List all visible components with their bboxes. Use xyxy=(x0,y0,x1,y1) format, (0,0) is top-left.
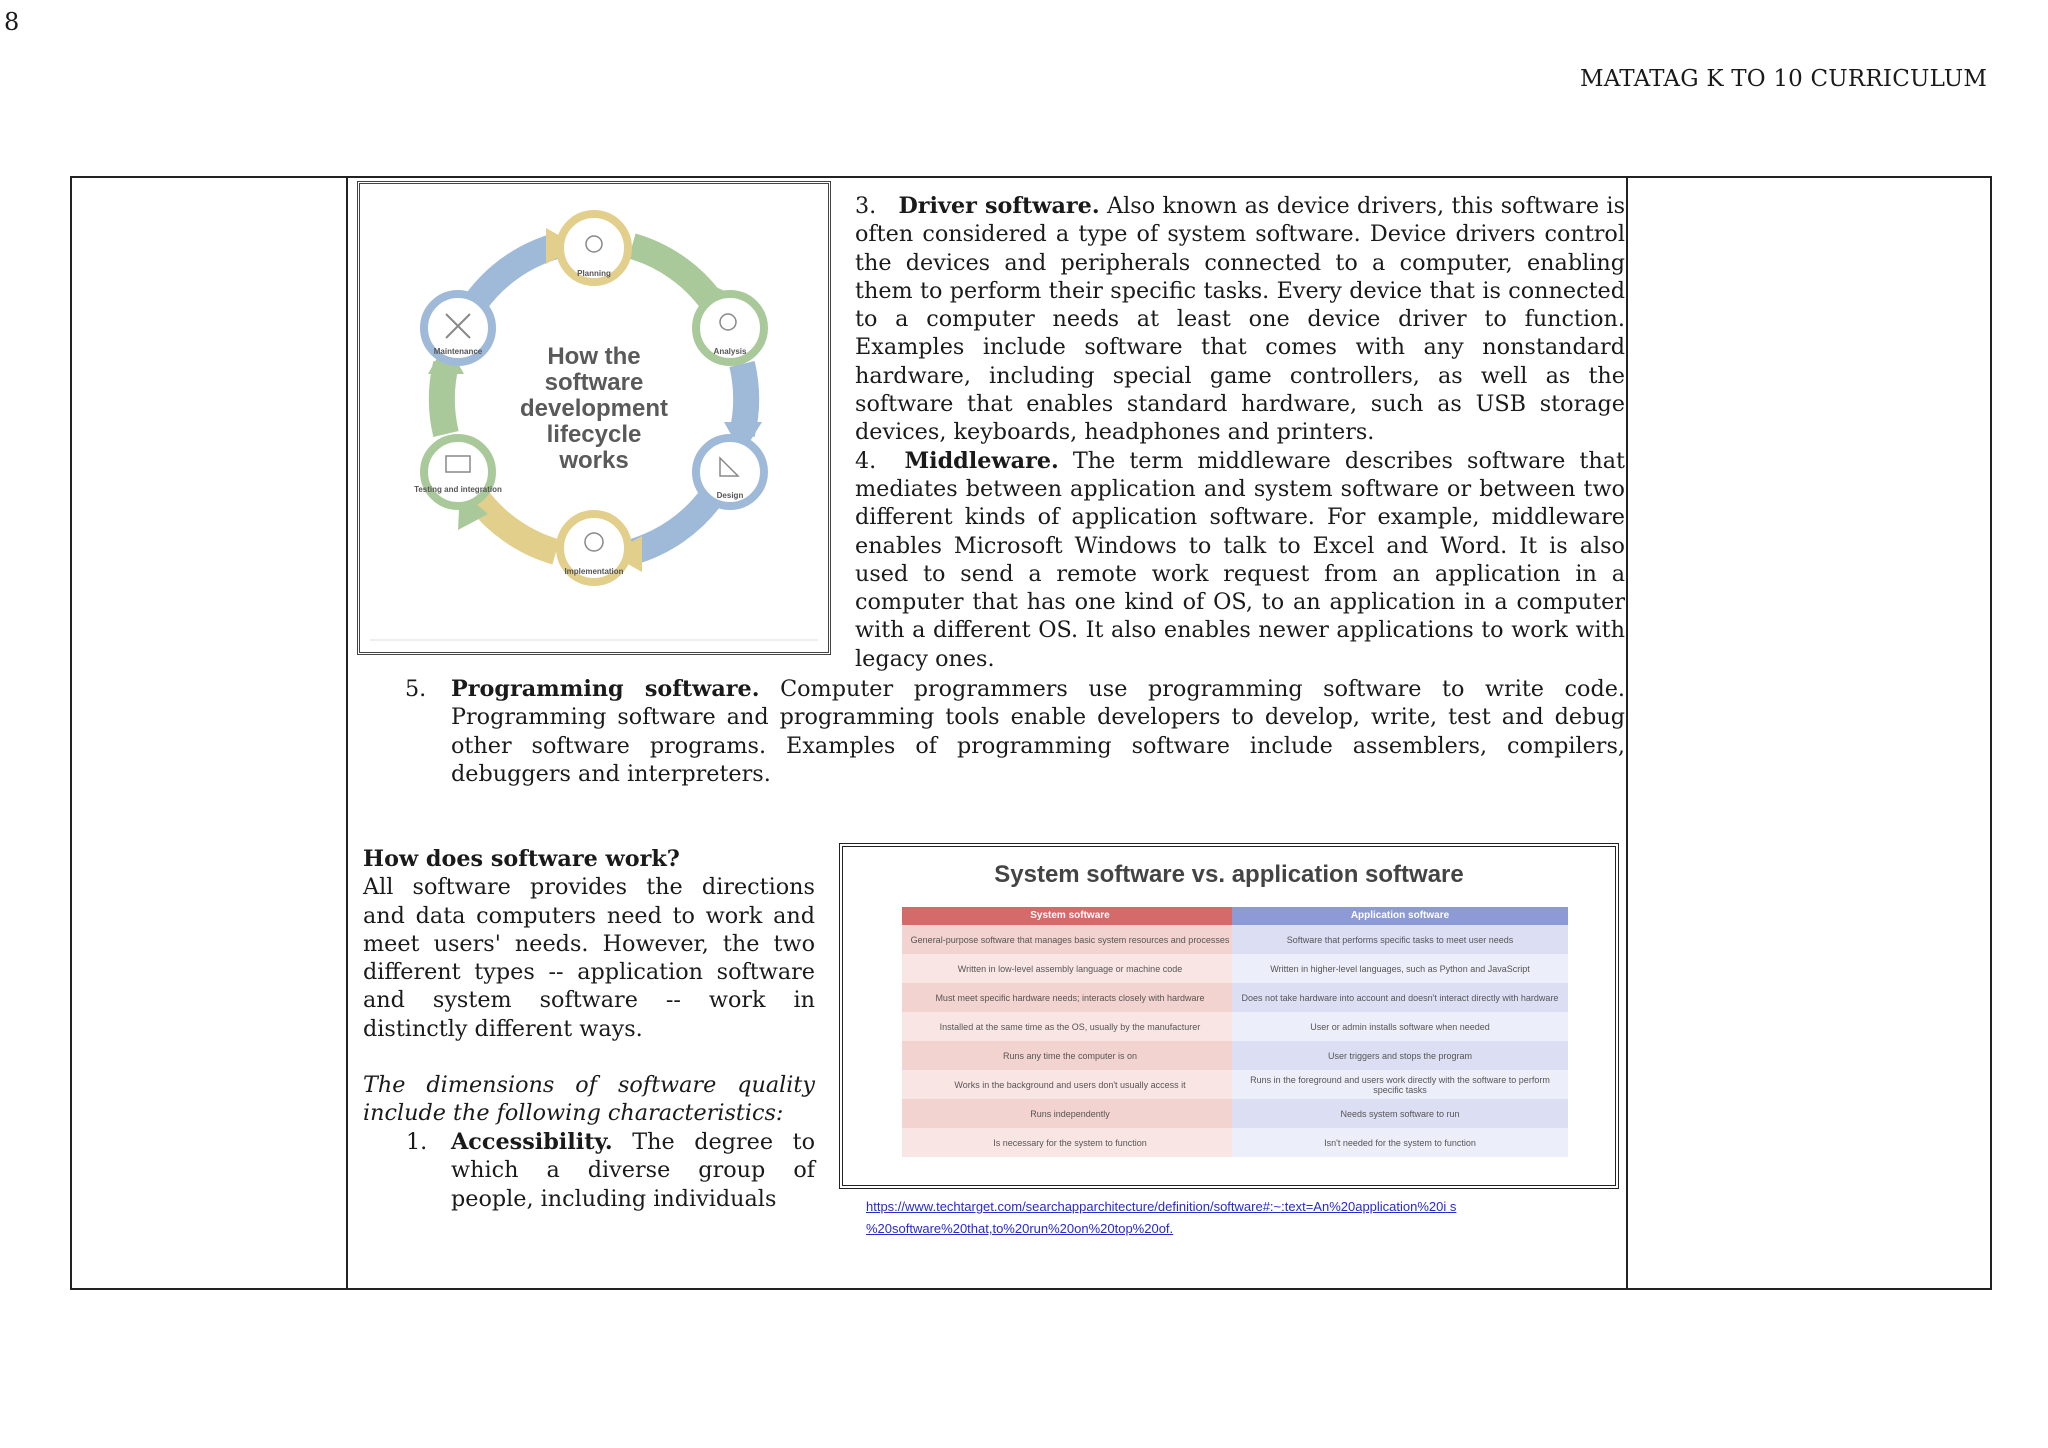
programming-software-number: 5. xyxy=(405,676,427,702)
arc-design-implementation xyxy=(632,496,712,552)
accessibility-term: Accessibility. xyxy=(451,1129,613,1155)
programming-software-paragraph xyxy=(451,675,1625,788)
stage-label-design: Design xyxy=(716,491,744,500)
stage-label-implementation: Implementation xyxy=(564,567,624,576)
application-row: User triggers and stops the program xyxy=(1232,1041,1568,1070)
driver-software-term: Driver software. xyxy=(898,193,1100,219)
lifecycle-title-line-2: software xyxy=(544,369,644,396)
middleware-paragraph xyxy=(855,447,1625,673)
application-row: Runs in the foreground and users work directly with the software to perform specific tasks xyxy=(1232,1070,1568,1099)
application-row: Written in higher-level languages, such as Python and JavaScript xyxy=(1232,954,1568,983)
source-link-line-1[interactable]: https://www.techtarget.com/searchapparchitecture/definition/software#:~:text=An%20application%20i s xyxy=(866,1199,1457,1214)
source-link[interactable] xyxy=(866,1196,1456,1240)
driver-software-text: Also known as device drivers, this software is often considered a type of system software. Device drivers control the devices and peripherals connected to a computer, enabling them to perform their specific tasks. Every device that is connected to a computer needs at least one device driver to function. Examples include software that comes with any nonstandard hardware, including special game controllers, as well as the software that enables standard hardware, such as USB storage devices, keyboards, headphones and printers. xyxy=(855,193,1626,446)
lifecycle-title-line-3: development xyxy=(519,395,669,422)
lifecycle-diagram xyxy=(360,184,828,652)
system-row: Runs independently xyxy=(902,1099,1238,1128)
how-software-works-text: All software provides the directions and data computers need to work and meet users' needs. However, the two different types -- application software and system software -- work in distinctly different ways. xyxy=(363,874,815,1042)
item-number-4: 4. xyxy=(855,447,877,474)
programming-software-term: Programming software. xyxy=(451,676,760,702)
accessibility-text: The degree to which a diverse group of people, including individuals xyxy=(451,1129,816,1212)
stage-label-maintenance: Maintenance xyxy=(433,347,483,356)
application-row: User or admin installs software when needed xyxy=(1232,1012,1568,1041)
application-row: Software that performs specific tasks to meet user needs xyxy=(1232,925,1568,954)
system-row: Written in low-level assembly language or machine code xyxy=(902,954,1238,983)
item-number-3: 3. xyxy=(855,193,877,219)
middleware-term: Middleware. xyxy=(904,447,1059,474)
page-header: MATATAG K TO 10 CURRICULUM xyxy=(1580,66,1988,92)
lifecycle-title-line-5: works xyxy=(559,447,629,474)
application-software-column xyxy=(1232,907,1568,1157)
application-row: Does not take hardware into account and doesn't interact directly with hardware xyxy=(1232,983,1568,1012)
middleware-text: The term middleware describes software that mediates between application and system software or between two different kinds of application software. For example, middleware enables Microsoft Windows to talk to Excel and Word. It is also used to send a remote work request from an application in a computer that has one kind of OS, to an application in a computer with a different OS. It also enables newer applications to work with legacy ones. xyxy=(855,447,1625,672)
system-row: General-purpose software that manages basic system resources and processes xyxy=(902,925,1238,954)
system-row: Runs any time the computer is on xyxy=(902,1041,1238,1070)
system-row: Is necessary for the system to function xyxy=(902,1128,1238,1157)
programming-software-text: Computer programmers use programming software to write code. Programming software and programming tools enable developers to develop, write, test and debug other software programs. Examples of programming software include assemblers, compilers, debuggers and interpreters. xyxy=(451,676,1626,787)
system-row: Must meet specific hardware needs; interacts closely with hardware xyxy=(902,983,1238,1012)
accessibility-item xyxy=(451,1128,815,1213)
comparison-figure xyxy=(839,843,1619,1189)
lifecycle-title-line-1: How the xyxy=(547,343,641,370)
system-row: Installed at the same time as the OS, usually by the manufacturer xyxy=(902,1012,1238,1041)
comparison-title: System software vs. application software xyxy=(994,861,1464,888)
source-link-line-2[interactable]: %20software%20that,to%20run%20on%20top%20of. xyxy=(866,1221,1174,1236)
how-software-works-section xyxy=(363,845,815,1128)
application-software-header: Application software xyxy=(1232,907,1568,925)
lifecycle-figure xyxy=(357,181,831,655)
arc-implementation-testing xyxy=(476,496,556,552)
driver-software-paragraph xyxy=(855,192,1625,673)
accessibility-number: 1. xyxy=(406,1129,428,1155)
page-number: 8 xyxy=(4,8,20,36)
how-software-works-heading: How does software work? xyxy=(363,846,680,872)
column-divider-left xyxy=(346,176,348,1290)
quality-intro: The dimensions of software quality include the following characteristics: xyxy=(363,1072,815,1127)
arc-maintenance-planning xyxy=(476,246,556,302)
arc-testing-maintenance xyxy=(442,364,446,434)
stage-label-analysis: Analysis xyxy=(713,347,747,356)
system-software-header: System software xyxy=(902,907,1238,925)
lifecycle-title-line-4: lifecycle xyxy=(546,421,642,448)
application-row: Isn't needed for the system to function xyxy=(1232,1128,1568,1157)
stage-label-testing: Testing and integration xyxy=(414,485,502,494)
stage-label-planning: Planning xyxy=(577,269,611,278)
application-row: Needs system software to run xyxy=(1232,1099,1568,1128)
column-divider-right xyxy=(1626,176,1628,1290)
system-row: Works in the background and users don't usually access it xyxy=(902,1070,1238,1099)
arc-planning-analysis xyxy=(632,246,712,302)
spacer xyxy=(363,1043,815,1071)
system-software-column xyxy=(902,907,1238,1157)
